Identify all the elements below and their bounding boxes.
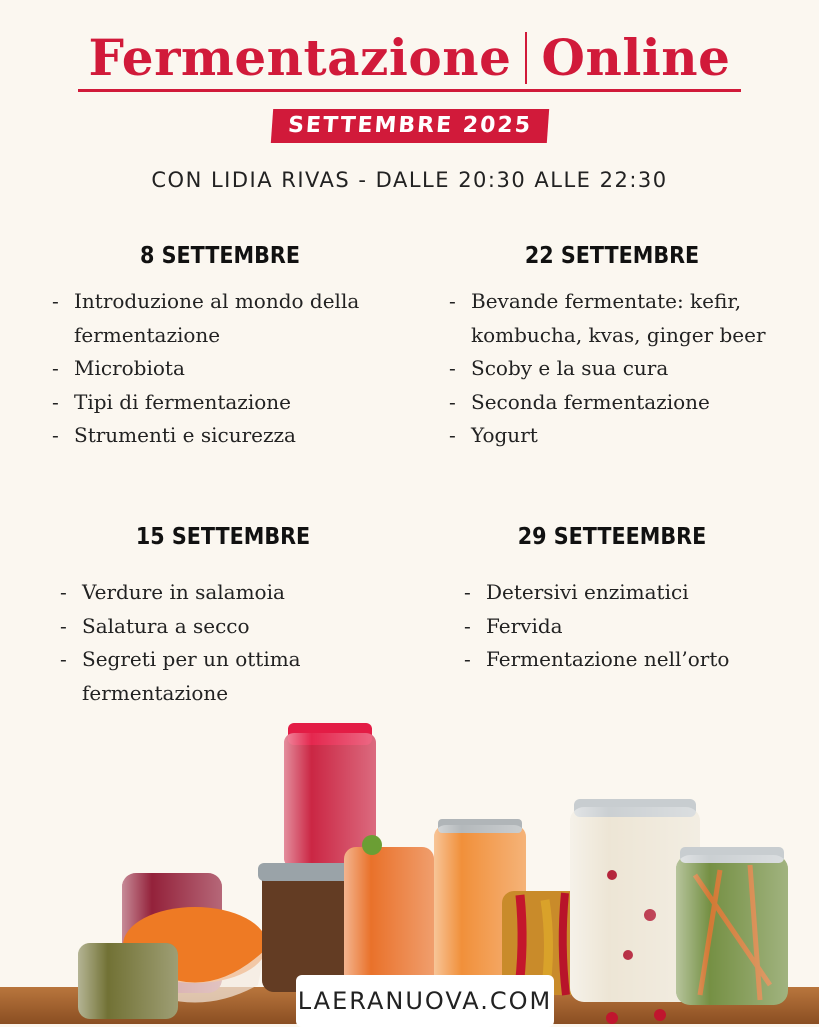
title-divider	[525, 32, 527, 84]
topic-item: - Detersivi enzimatici	[462, 576, 762, 610]
page-title	[0, 28, 819, 92]
session-block-4	[462, 524, 762, 677]
title-left: Fermentazione	[88, 28, 512, 87]
session-block-1	[50, 243, 390, 453]
session-topics	[462, 576, 762, 677]
month-badge: SETTEMBRE 2025	[270, 109, 548, 143]
topic-item: - Fermentazione nell’orto	[462, 643, 762, 677]
session-date: 8 SETTEMBRE	[140, 243, 300, 269]
topic-item: - Segreti per un ottima fermentazione	[58, 643, 388, 710]
session-topics	[58, 576, 388, 710]
topic-item: - Verdure in salamoia	[58, 576, 388, 610]
session-topics	[50, 285, 390, 453]
session-date: 15 SETTEMBRE	[135, 524, 311, 550]
session-topics	[447, 285, 777, 453]
session-date: 22 SETTEMBRE	[524, 243, 700, 269]
topic-item: - Bevande fermentate: kefir, kombucha, kvas, ginger beer	[447, 285, 777, 352]
topic-item: - Microbiota	[50, 352, 390, 386]
session-block-3	[58, 524, 388, 710]
title-right: Online	[541, 28, 731, 87]
session-block-2	[447, 243, 777, 453]
topic-item: - Yogurt	[447, 419, 777, 453]
topic-item: - Seconda fermentazione	[447, 386, 777, 420]
topic-item: - Introduzione al mondo della fermentazione	[50, 285, 390, 352]
website-link[interactable]: LAERANUOVA.COM	[296, 975, 554, 1027]
topic-item: - Salatura a secco	[58, 610, 388, 644]
subtitle: CON LIDIA RIVAS - DALLE 20:30 ALLE 22:30	[151, 168, 668, 192]
topic-item: - Strumenti e sicurezza	[50, 419, 390, 453]
session-date: 29 SETTEEMBRE	[517, 524, 707, 550]
topic-item: - Scoby e la sua cura	[447, 352, 777, 386]
title-underline	[78, 89, 741, 92]
topic-item: - Tipi di fermentazione	[50, 386, 390, 420]
topic-item: - Fervida	[462, 610, 762, 644]
